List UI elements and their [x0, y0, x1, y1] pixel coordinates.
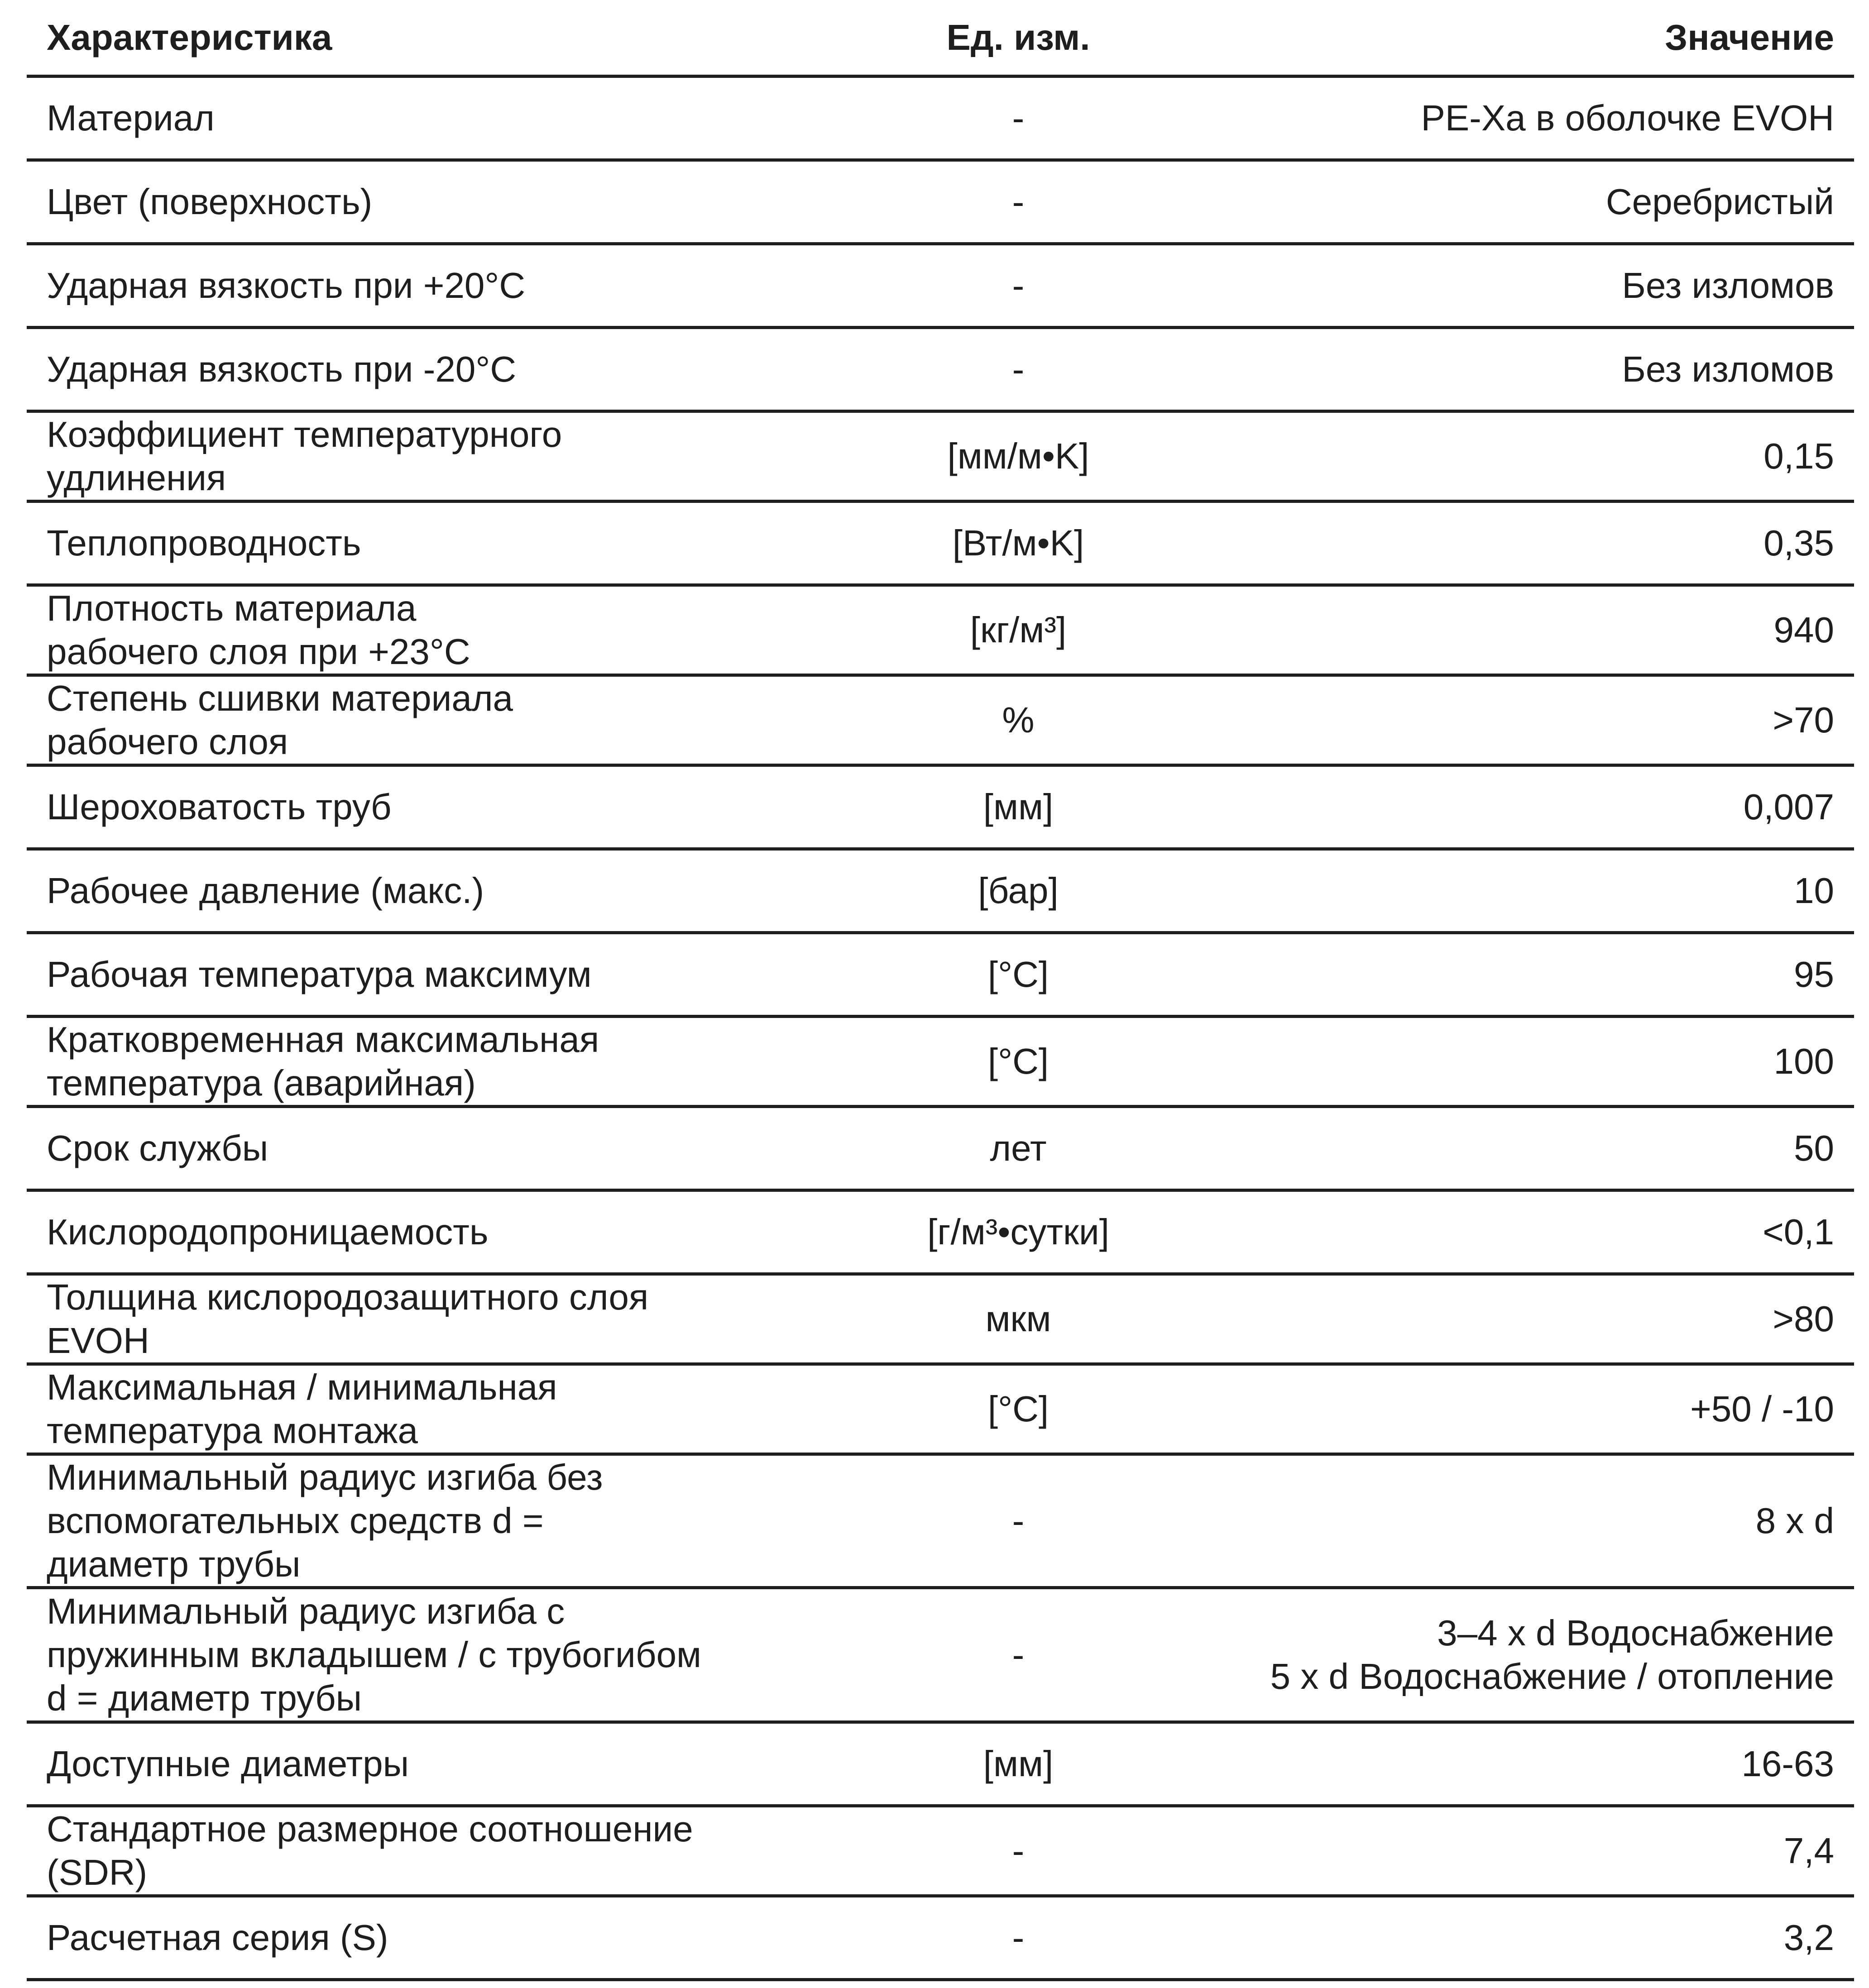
unit-cell — [860, 1806, 1177, 1896]
characteristic-cell — [27, 1274, 860, 1364]
value-cell-text: 10 — [1794, 870, 1834, 911]
table-row — [27, 1454, 1854, 1588]
characteristic-cell-text: Цвет (поверхность) — [47, 182, 373, 222]
characteristic-cell-text: Теплопроводность — [47, 523, 361, 563]
value-cell — [1177, 1364, 1854, 1454]
characteristic-cell-text: Максимальная / минимальная температура монтажа — [47, 1367, 557, 1451]
unit-cell-text: - — [1012, 349, 1025, 389]
characteristic-cell-text: Доступные диаметры — [47, 1744, 409, 1784]
value-cell — [1177, 675, 1854, 765]
unit-cell — [860, 1454, 1177, 1588]
header-value: Значение — [1177, 0, 1854, 76]
unit-cell — [860, 328, 1177, 411]
unit-cell-text: [г/м³•сутки] — [927, 1212, 1109, 1252]
table-row — [27, 1274, 1854, 1364]
unit-cell-text: [°C] — [987, 1389, 1049, 1429]
unit-cell — [860, 1190, 1177, 1274]
unit-cell-text: % — [1002, 700, 1035, 740]
value-cell-text: 50 — [1794, 1128, 1834, 1168]
unit-cell-text: - — [1012, 1917, 1025, 1958]
value-cell — [1177, 160, 1854, 244]
characteristic-cell-text: Кратковременная максимальная температура (аварийная) — [47, 1019, 599, 1103]
value-cell — [1177, 1896, 1854, 1980]
characteristic-cell — [27, 1364, 860, 1454]
unit-cell — [860, 1364, 1177, 1454]
table-row — [27, 1588, 1854, 1722]
table-row — [27, 849, 1854, 933]
table-row — [27, 1107, 1854, 1190]
characteristic-cell — [27, 1588, 860, 1722]
table-row — [27, 585, 1854, 675]
characteristic-cell — [27, 849, 860, 933]
table-body — [27, 76, 1854, 1980]
value-cell — [1177, 1588, 1854, 1722]
value-cell-text: Серебристый — [1605, 182, 1834, 222]
unit-cell-text: [°C] — [987, 954, 1049, 994]
unit-cell — [860, 411, 1177, 502]
characteristic-cell — [27, 1722, 860, 1806]
characteristic-cell — [27, 1107, 860, 1190]
characteristic-cell-text: Минимальный радиус изгиба с пружинным вкладышем / с трубогибом d = диаметр трубы — [47, 1591, 702, 1718]
unit-cell-text: [мм] — [983, 1744, 1054, 1784]
characteristic-cell — [27, 1454, 860, 1588]
table-header — [27, 0, 1854, 76]
unit-cell — [860, 1107, 1177, 1190]
characteristic-cell-text: Толщина кислородозащитного слоя EVOH — [47, 1277, 649, 1361]
characteristic-cell-text: Кислородопроницаемость — [47, 1212, 489, 1252]
characteristic-cell — [27, 675, 860, 765]
characteristic-cell-text: Срок службы — [47, 1128, 268, 1168]
unit-cell — [860, 1722, 1177, 1806]
unit-cell-text: - — [1012, 1501, 1025, 1541]
unit-cell-text: - — [1012, 182, 1025, 222]
value-cell-text: 0,35 — [1764, 523, 1834, 563]
unit-cell-text: - — [1012, 1830, 1025, 1871]
unit-cell — [860, 1274, 1177, 1364]
characteristic-cell — [27, 585, 860, 675]
header-row — [27, 0, 1854, 76]
value-cell — [1177, 933, 1854, 1017]
header-unit: Ед. изм. — [860, 0, 1177, 76]
characteristic-cell — [27, 933, 860, 1017]
characteristic-cell — [27, 765, 860, 849]
characteristic-cell — [27, 160, 860, 244]
table-row — [27, 160, 1854, 244]
unit-cell-text: лет — [990, 1128, 1047, 1168]
unit-cell-text: [бар] — [978, 870, 1059, 911]
unit-cell-text: [°C] — [987, 1041, 1049, 1081]
value-cell-text: 16-63 — [1741, 1744, 1834, 1784]
value-cell-text: 100 — [1773, 1041, 1834, 1081]
characteristic-cell-text: Шероховатость труб — [47, 787, 392, 827]
value-cell-text: 3,2 — [1783, 1917, 1834, 1958]
unit-cell — [860, 160, 1177, 244]
value-cell — [1177, 1274, 1854, 1364]
value-cell — [1177, 765, 1854, 849]
value-cell-text: >70 — [1773, 700, 1834, 740]
characteristic-cell — [27, 1806, 860, 1896]
unit-cell-text: - — [1012, 1634, 1025, 1675]
table-row — [27, 1896, 1854, 1980]
value-cell-text: 0,15 — [1764, 436, 1834, 476]
unit-cell-text: мкм — [985, 1299, 1051, 1339]
characteristic-cell — [27, 502, 860, 585]
characteristic-cell — [27, 1190, 860, 1274]
spec-table — [27, 0, 1854, 1981]
value-cell-text: >80 — [1773, 1299, 1834, 1339]
value-cell — [1177, 411, 1854, 502]
unit-cell — [860, 933, 1177, 1017]
value-cell — [1177, 244, 1854, 328]
value-cell-text: <0,1 — [1763, 1212, 1834, 1252]
table-row — [27, 1017, 1854, 1107]
unit-cell-text: - — [1012, 98, 1025, 138]
table-row — [27, 675, 1854, 765]
characteristic-cell — [27, 244, 860, 328]
value-cell — [1177, 1454, 1854, 1588]
characteristic-cell — [27, 1896, 860, 1980]
value-cell — [1177, 76, 1854, 160]
characteristic-cell-text: Минимальный радиус изгиба без вспомогательных средств d = диаметр трубы — [47, 1457, 603, 1584]
characteristic-cell-text: Степень сшивки материала рабочего слоя — [47, 678, 513, 762]
characteristic-cell-text: Расчетная серия (S) — [47, 1917, 388, 1958]
table-row — [27, 1722, 1854, 1806]
characteristic-cell-text: Рабочая температура максимум — [47, 954, 592, 994]
value-cell-text: Без изломов — [1622, 265, 1834, 306]
unit-cell — [860, 765, 1177, 849]
unit-cell — [860, 1896, 1177, 1980]
value-cell-text: 7,4 — [1783, 1830, 1834, 1871]
characteristic-cell-text: Плотность материала рабочего слоя при +23°C — [47, 588, 470, 672]
unit-cell-text: [Вт/м•K] — [952, 523, 1084, 563]
characteristic-cell — [27, 328, 860, 411]
value-cell-text: Без изломов — [1622, 349, 1834, 389]
table-row — [27, 933, 1854, 1017]
characteristic-cell-text: Ударная вязкость при -20°C — [47, 349, 517, 389]
table-row — [27, 1806, 1854, 1896]
value-cell-text: PE-Xa в оболочке EVOH — [1421, 98, 1834, 138]
table-row — [27, 765, 1854, 849]
value-cell — [1177, 502, 1854, 585]
unit-cell — [860, 1017, 1177, 1107]
characteristic-cell-text: Стандартное размерное соотношение (SDR) — [47, 1809, 693, 1892]
value-cell — [1177, 1107, 1854, 1190]
characteristic-cell-text: Ударная вязкость при +20°C — [47, 265, 526, 306]
value-cell — [1177, 849, 1854, 933]
unit-cell-text: - — [1012, 265, 1025, 306]
value-cell — [1177, 328, 1854, 411]
value-cell-text: 95 — [1794, 954, 1834, 994]
value-cell — [1177, 1722, 1854, 1806]
value-cell — [1177, 585, 1854, 675]
characteristic-cell-text: Рабочее давление (макс.) — [47, 870, 484, 911]
unit-cell — [860, 585, 1177, 675]
table-row — [27, 1364, 1854, 1454]
unit-cell — [860, 1588, 1177, 1722]
unit-cell — [860, 849, 1177, 933]
table-row — [27, 328, 1854, 411]
characteristic-cell-text: Коэффициент температурного удлинения — [47, 414, 562, 498]
characteristic-cell — [27, 1017, 860, 1107]
unit-cell — [860, 675, 1177, 765]
table-row — [27, 1190, 1854, 1274]
unit-cell — [860, 76, 1177, 160]
characteristic-cell — [27, 76, 860, 160]
unit-cell-text: [мм/м•K] — [947, 436, 1089, 476]
header-characteristic: Характеристика — [27, 0, 860, 76]
unit-cell-text: [кг/м³] — [970, 610, 1067, 650]
value-cell — [1177, 1806, 1854, 1896]
unit-cell-text: [мм] — [983, 787, 1054, 827]
table-row — [27, 411, 1854, 502]
table-row — [27, 76, 1854, 160]
value-cell-text: 0,007 — [1743, 787, 1834, 827]
value-cell-text: +50 / -10 — [1690, 1389, 1834, 1429]
value-cell-text: 8 x d — [1755, 1501, 1834, 1541]
value-cell-text: 3–4 x d Водоснабжение 5 x d Водоснабжение / отопление — [1270, 1613, 1834, 1696]
unit-cell — [860, 244, 1177, 328]
value-cell — [1177, 1190, 1854, 1274]
value-cell — [1177, 1017, 1854, 1107]
unit-cell — [860, 502, 1177, 585]
characteristic-cell-text: Материал — [47, 98, 215, 138]
characteristic-cell — [27, 411, 860, 502]
value-cell-text: 940 — [1773, 610, 1834, 650]
table-row — [27, 244, 1854, 328]
table-row — [27, 502, 1854, 585]
